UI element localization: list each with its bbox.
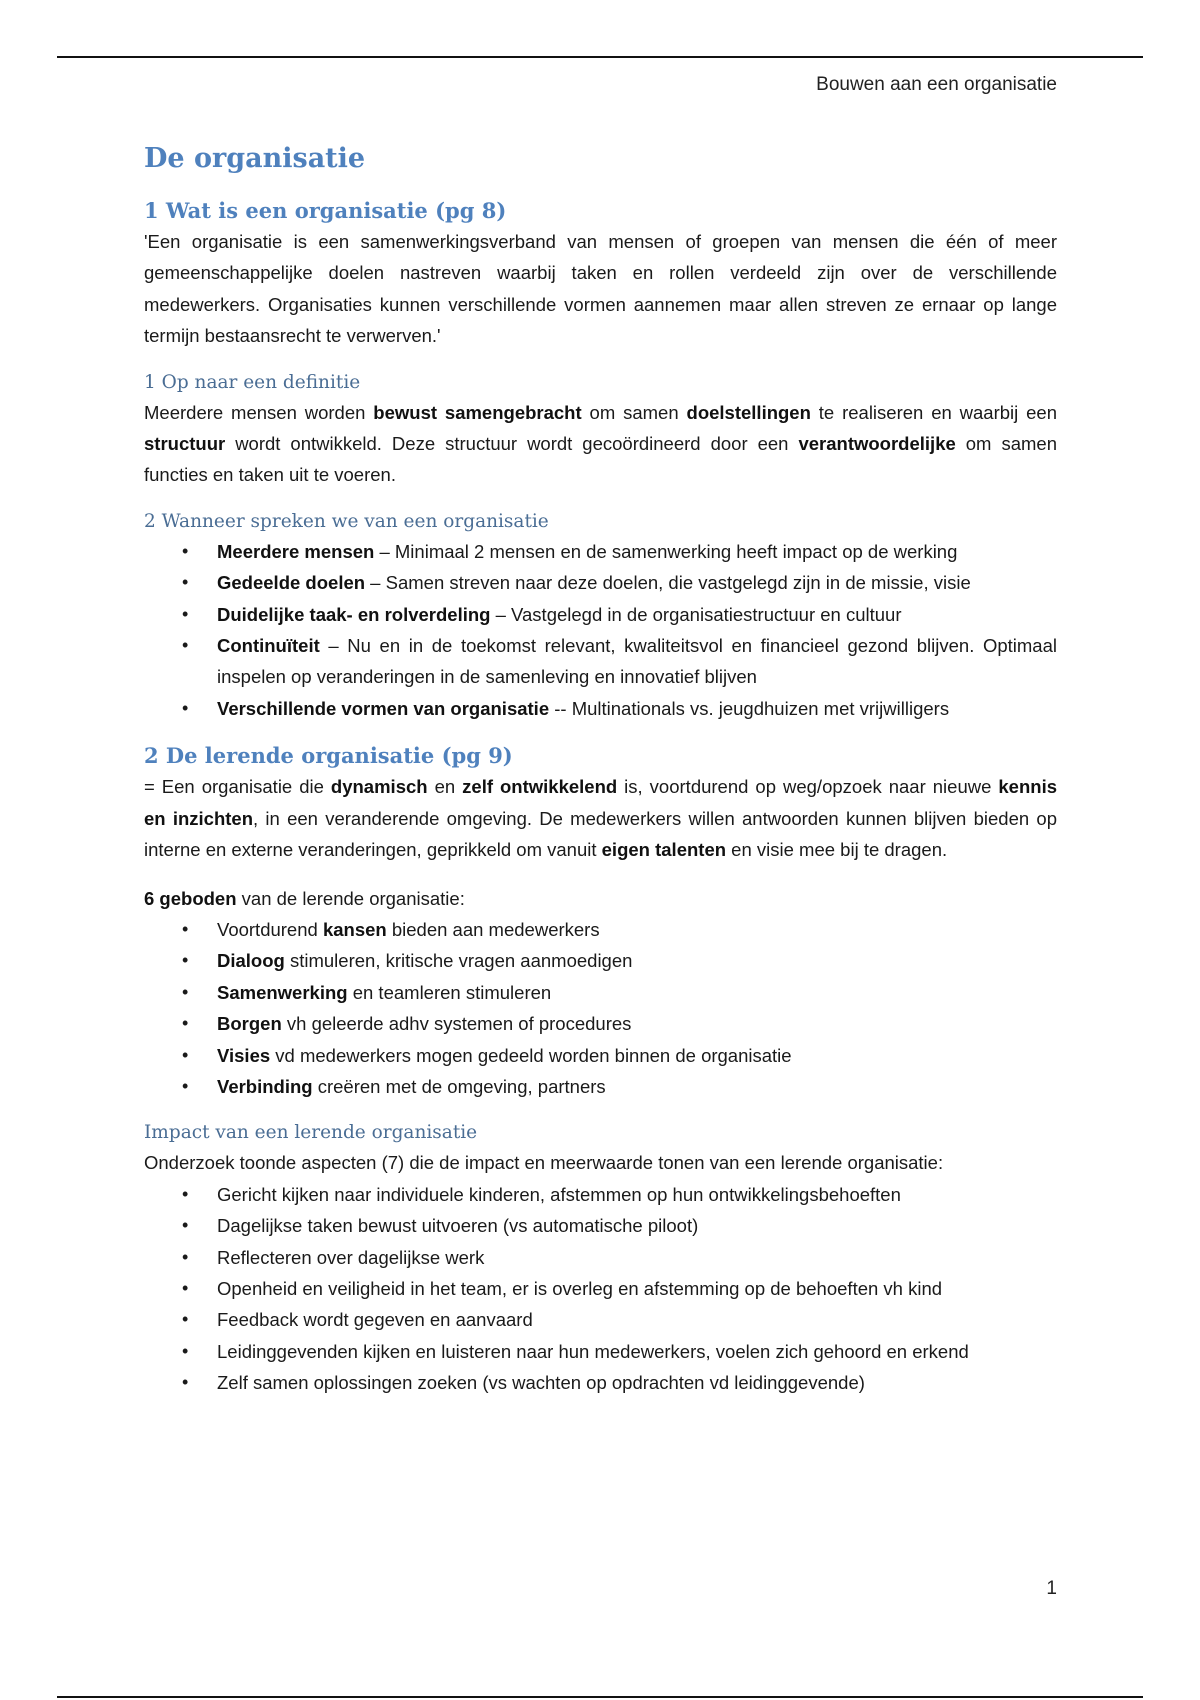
lerende-paragraph: = Een organisatie die dynamisch en zelf ontwikkelend is, voortdurend op weg/opzoek naar nieuwe kennis en inzichten, in een veranderende omgeving. De medewerkers willen antwoorden kunnen blijven bieden op interne en externe veranderingen, geprikkeld om vanuit eigen talenten en visie mee bij te dragen.	[144, 776, 1057, 861]
list-item: • Gedeelde doelen – Samen streven naar deze doelen, die vastgelegd zijn in de missie, visie	[182, 572, 971, 594]
header-rule	[57, 56, 1143, 58]
subheading-impact: Impact van een lerende organisatie	[144, 1122, 478, 1144]
geboden-intro: 6 geboden van de lerende organisatie:	[144, 887, 465, 909]
definition-quote: 'Een organisatie is een samenwerkingsverband van mensen of groepen van mensen die één of meer gemeenschappelijke doelen nastreven waarbij taken en rollen verdeeld zijn over de verschillende medewerkers. Organisaties kunnen verschillende vormen aannemen maar allen streven ze ernaar op lange termijn bestaansrecht te verwerven.'	[144, 231, 1057, 347]
list-item: • Continuïteit – Nu en in de toekomst relevant, kwaliteitsvol en financieel gezond blijven. Optimaal inspelen op veranderingen in de samenleving en innovatief blijven	[182, 635, 1057, 688]
footer-rule	[57, 1696, 1143, 1698]
impact-list	[144, 1179, 1057, 1399]
list-item: • Visies vd medewerkers mogen gedeeld worden binnen de organisatie	[182, 1044, 792, 1066]
list-item: • Samenwerking en teamleren stimuleren	[182, 981, 552, 1003]
list-item: • Borgen vh geleerde adhv systemen of procedures	[182, 1013, 632, 1035]
list-item: • Duidelijke taak- en rolverdeling – Vastgelegd in de organisatiestructuur en cultuur	[182, 603, 902, 625]
subheading-definitie: 1 Op naar een definitie	[144, 371, 361, 393]
geboden-list	[144, 914, 1057, 1102]
list-item: • Voortdurend kansen bieden aan medewerkers	[182, 918, 600, 940]
page-content	[144, 142, 1057, 1399]
document-title: De organisatie	[144, 143, 366, 174]
list-item: • Verschillende vormen van organisatie -- Multinationals vs. jeugdhuizen met vrijwilligers	[182, 697, 950, 719]
page-number: 1	[1046, 1578, 1057, 1599]
section-heading-1: 1 Wat is een organisatie (pg 8)	[144, 198, 507, 223]
criteria-list	[144, 536, 1057, 724]
list-item: • Dagelijkse taken bewust uitvoeren (vs automatische piloot)	[182, 1215, 699, 1237]
list-item: • Gericht kijken naar individuele kinderen, afstemmen op hun ontwikkelingsbehoeften	[182, 1183, 901, 1205]
list-item: • Feedback wordt gegeven en aanvaard	[182, 1309, 533, 1331]
list-item: • Zelf samen oplossingen zoeken (vs wachten op opdrachten vd leidinggevende)	[182, 1372, 865, 1394]
definitie-paragraph: Meerdere mensen worden bewust samengebracht om samen doelstellingen te realiseren en waarbij een structuur wordt ontwikkeld. Deze structuur wordt gecoördineerd door een verantwoordelijke om samen functies en taken uit te voeren.	[144, 401, 1057, 486]
section-heading-2: 2 De lerende organisatie (pg 9)	[144, 743, 513, 769]
list-item: • Dialoog stimuleren, kritische vragen aanmoedigen	[182, 950, 633, 972]
list-item: • Meerdere mensen – Minimaal 2 mensen en de samenwerking heeft impact op de werking	[182, 540, 958, 562]
subheading-wanneer: 2 Wanneer spreken we van een organisatie	[144, 510, 549, 532]
list-item: • Verbinding creëren met de omgeving, partners	[182, 1075, 606, 1097]
running-header: Bouwen aan een organisatie	[816, 74, 1057, 95]
list-item: • Openheid en veiligheid in het team, er is overleg en afstemming op de behoeften vh kind	[182, 1277, 943, 1299]
list-item: • Reflecteren over dagelijkse werk	[182, 1246, 485, 1268]
list-item: • Leidinggevenden kijken en luisteren naar hun medewerkers, voelen zich gehoord en erkend	[182, 1340, 969, 1362]
impact-intro: Onderzoek toonde aspecten (7) die de impact en meerwaarde tonen van een lerende organisatie:	[144, 1152, 944, 1174]
